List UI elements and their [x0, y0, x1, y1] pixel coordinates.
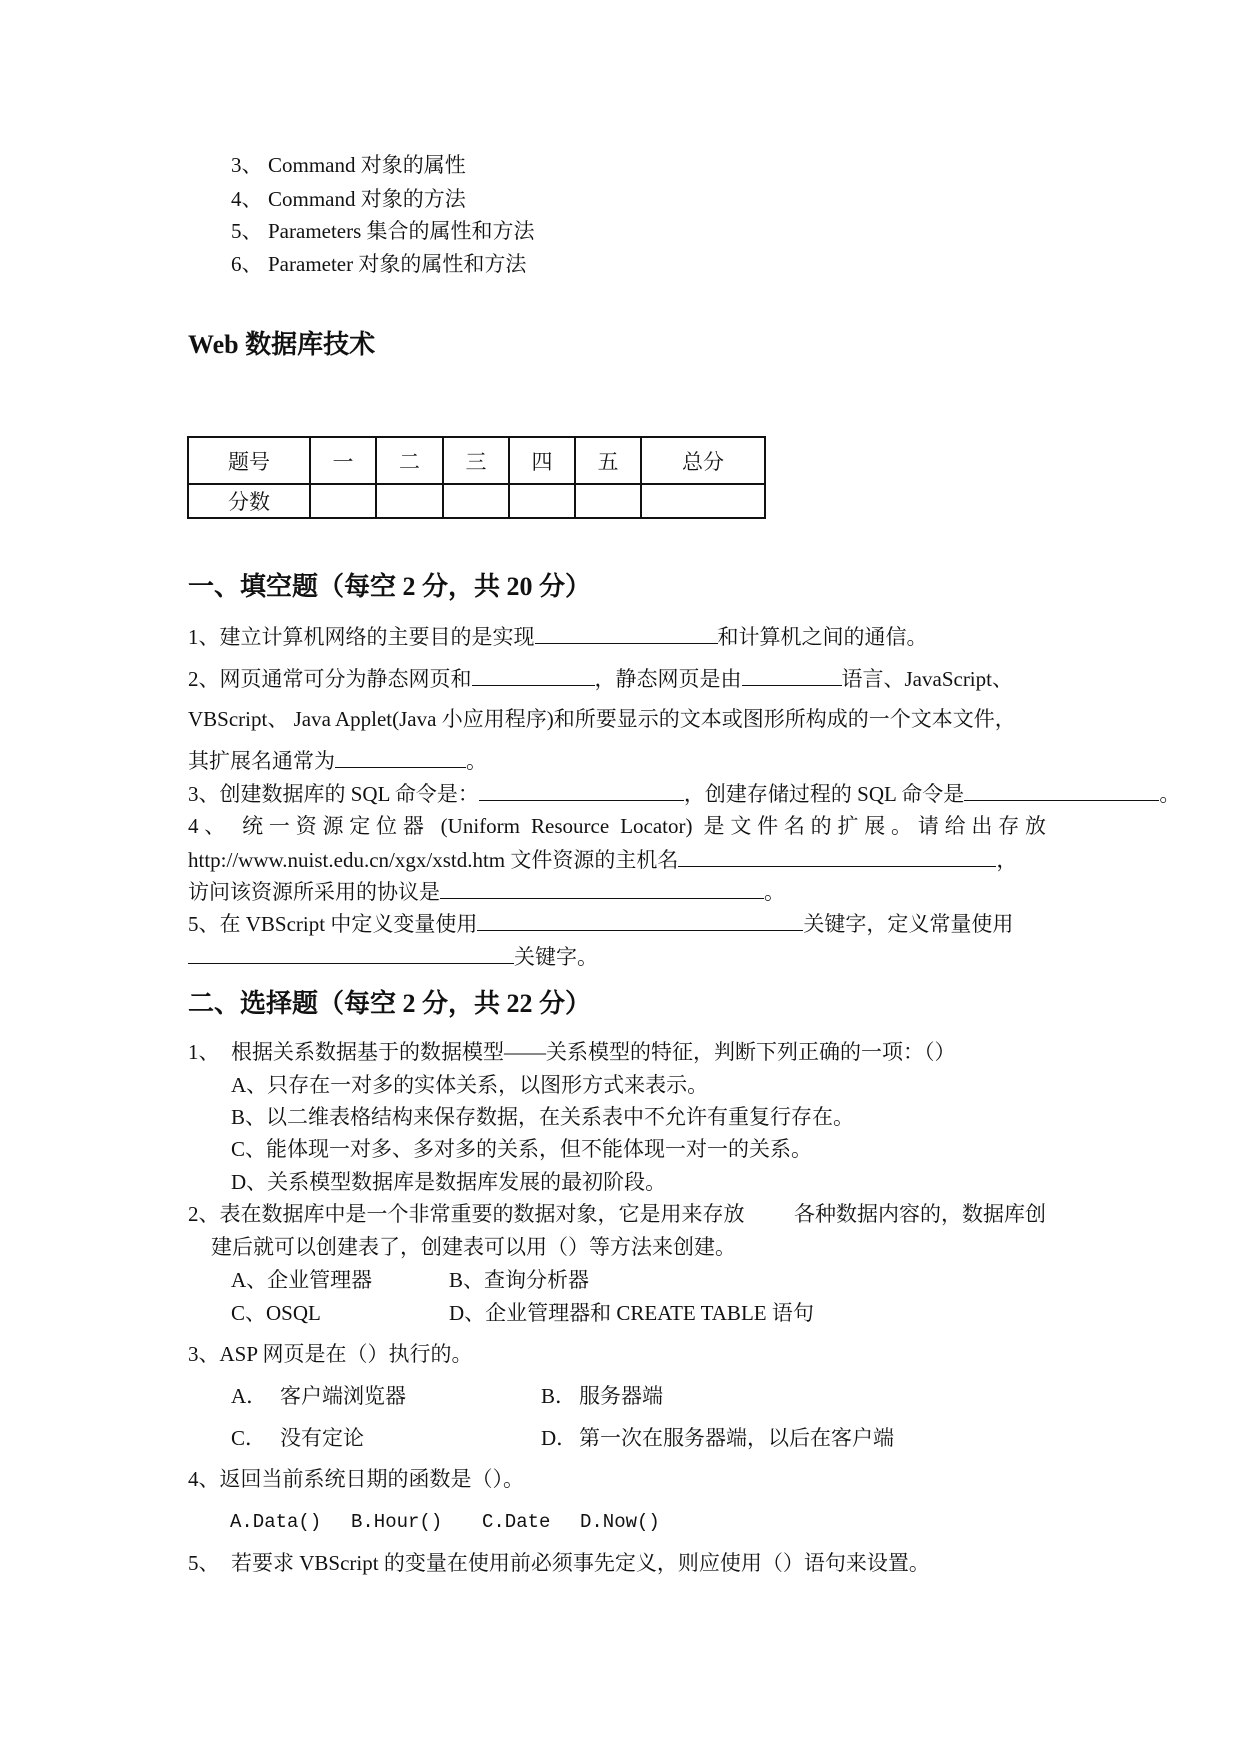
choice-option: D、关系模型数据库是数据库发展的最初阶段。 [231, 1170, 667, 1194]
answer-blank [477, 908, 803, 931]
score-table-score-row [188, 484, 765, 518]
score-table [187, 436, 766, 519]
fill-q5-line2 [188, 941, 598, 971]
score-cell [575, 484, 641, 518]
choice-option: B、以二维表格结构来保存数据，在关系表中不允许有重复行存在。 [231, 1105, 855, 1129]
option-text: 服务器端 [579, 1384, 663, 1408]
choice-q3-stem: 3、ASP 网页是在（）执行的。 [188, 1342, 473, 1366]
question-text: ，静态网页是由 [594, 667, 742, 691]
intro-item-text: Parameters 集合的属性和方法 [268, 219, 535, 243]
question-text: ，创建存储过程的 SQL 命令是 [683, 782, 965, 806]
fill-q2-line2: VBScript、 Java Applet(Java 小应用程序)和所要显示的文本或图形所构成的一个文本文件， [188, 707, 1016, 731]
answer-blank [535, 621, 718, 644]
intro-item-num: 5、 [231, 219, 263, 243]
answer-blank [964, 778, 1159, 801]
question-text: ， [996, 848, 1018, 872]
answer-blank [479, 778, 684, 801]
answer-blank [678, 844, 996, 867]
option-label: D． [541, 1426, 578, 1450]
choice-option: A、只存在一对多的实体关系，以图形方式来表示。 [231, 1073, 709, 1097]
answer-blank [188, 941, 514, 964]
question-text: http://www.nuist.edu.cn/xgx/xstd.htm 文件资源的主机名 [188, 848, 679, 872]
fill-q2-line3 [188, 745, 487, 775]
row-label-cell: 分数 [188, 484, 310, 518]
question-text: 其扩展名通常为 [188, 749, 335, 773]
option-label: A． [231, 1384, 268, 1408]
answer-blank [742, 663, 842, 686]
choice-option: D.Now() [580, 1511, 660, 1533]
intro-item-num: 4、 [231, 187, 263, 211]
question-text: 1、建立计算机网络的主要目的是实现 [188, 625, 535, 649]
question-text: 。 [466, 749, 487, 773]
intro-item-num: 3、 [231, 153, 263, 177]
question-text: 。 [1159, 782, 1181, 806]
fill-q1 [188, 621, 928, 651]
choice-q1-num: 1、 [188, 1040, 220, 1064]
question-text: 3、创建数据库的 SQL 命令是： [188, 782, 479, 806]
question-text: 5、在 VBScript 中定义变量使用 [188, 912, 478, 936]
score-cell [443, 484, 509, 518]
header-cell: 总分 [641, 437, 765, 484]
choice-q2-stem-line2: 建后就可以创建表了，创建表可以用（）等方法来创建。 [211, 1235, 736, 1259]
intro-item-text: Command 对象的属性 [268, 153, 466, 177]
fill-q3 [188, 778, 1180, 808]
document-title: Web 数据库技术 [188, 330, 376, 359]
intro-item-text: Parameter 对象的属性和方法 [268, 252, 527, 276]
choice-option: C、OSQL [231, 1301, 321, 1325]
fill-q4-line2 [188, 844, 1017, 874]
header-cell: 四 [509, 437, 575, 484]
option-text: 第一次在服务器端，以后在客户端 [579, 1426, 894, 1450]
question-text: 和计算机之间的通信。 [717, 625, 928, 649]
choice-q2-stem: 2、表在数据库中是一个非常重要的数据对象，它是用来存放 [188, 1202, 745, 1226]
option-text: 客户端浏览器 [280, 1384, 406, 1408]
choice-q4-stem: 4、返回当前系统日期的函数是（）。 [188, 1467, 524, 1491]
choice-option: C.Date [482, 1511, 551, 1533]
question-text: 关键字。 [514, 945, 598, 969]
choice-q5-stem: 若要求 VBScript 的变量在使用前必须事先定义，则应使用（）语句来设置。 [231, 1551, 930, 1575]
fill-q4: 4、 统一资源定位器 (Uniform Resource Locator) 是文件名的扩展。请给出存放 [188, 814, 1046, 838]
option-text: 没有定论 [280, 1426, 364, 1450]
fill-q5 [188, 908, 1013, 938]
fill-q4-line3 [188, 876, 785, 906]
score-cell [376, 484, 443, 518]
section-heading-choice: 二、选择题（每空 2 分，共 22 分） [188, 989, 592, 1018]
score-cell [509, 484, 575, 518]
question-text: 访问该资源所采用的协议是 [188, 880, 440, 904]
answer-blank [335, 745, 466, 768]
score-cell [310, 484, 376, 518]
answer-blank [440, 876, 764, 899]
intro-item-text: Command 对象的方法 [268, 187, 466, 211]
option-label: C． [231, 1426, 267, 1450]
choice-q5-num: 5、 [188, 1551, 220, 1575]
header-cell: 题号 [188, 437, 310, 484]
intro-item-num: 6、 [231, 252, 263, 276]
answer-blank [472, 663, 595, 686]
choice-q1-stem: 根据关系数据基于的数据模型——关系模型的特征，判断下列正确的一项：（） [231, 1040, 956, 1064]
score-cell [641, 484, 765, 518]
choice-option: B、查询分析器 [449, 1268, 590, 1292]
question-text: 。 [764, 880, 785, 904]
section-heading-fill-blank: 一、填空题（每空 2 分，共 20 分） [188, 572, 592, 601]
question-text: 语言、JavaScript、 [841, 667, 1013, 691]
choice-option: D、企业管理器和 CREATE TABLE 语句 [449, 1301, 814, 1325]
score-table-header-row [188, 437, 765, 484]
choice-option: C、能体现一对多、多对多的关系，但不能体现一对一的关系。 [231, 1137, 813, 1161]
fill-q2 [188, 663, 1013, 693]
option-label: B． [541, 1384, 577, 1408]
choice-option: A、企业管理器 [231, 1268, 373, 1292]
header-cell: 五 [575, 437, 641, 484]
header-cell: 二 [376, 437, 443, 484]
question-text: 2、网页通常可分为静态网页和 [188, 667, 472, 691]
header-cell: 一 [310, 437, 376, 484]
header-cell: 三 [443, 437, 509, 484]
choice-option: B.Hour() [351, 1511, 443, 1533]
choice-option: A.Data() [230, 1511, 322, 1533]
choice-q2-stem-cont: 各种数据内容的，数据库创 [794, 1202, 1046, 1226]
question-text: 关键字，定义常量使用 [803, 912, 1014, 936]
